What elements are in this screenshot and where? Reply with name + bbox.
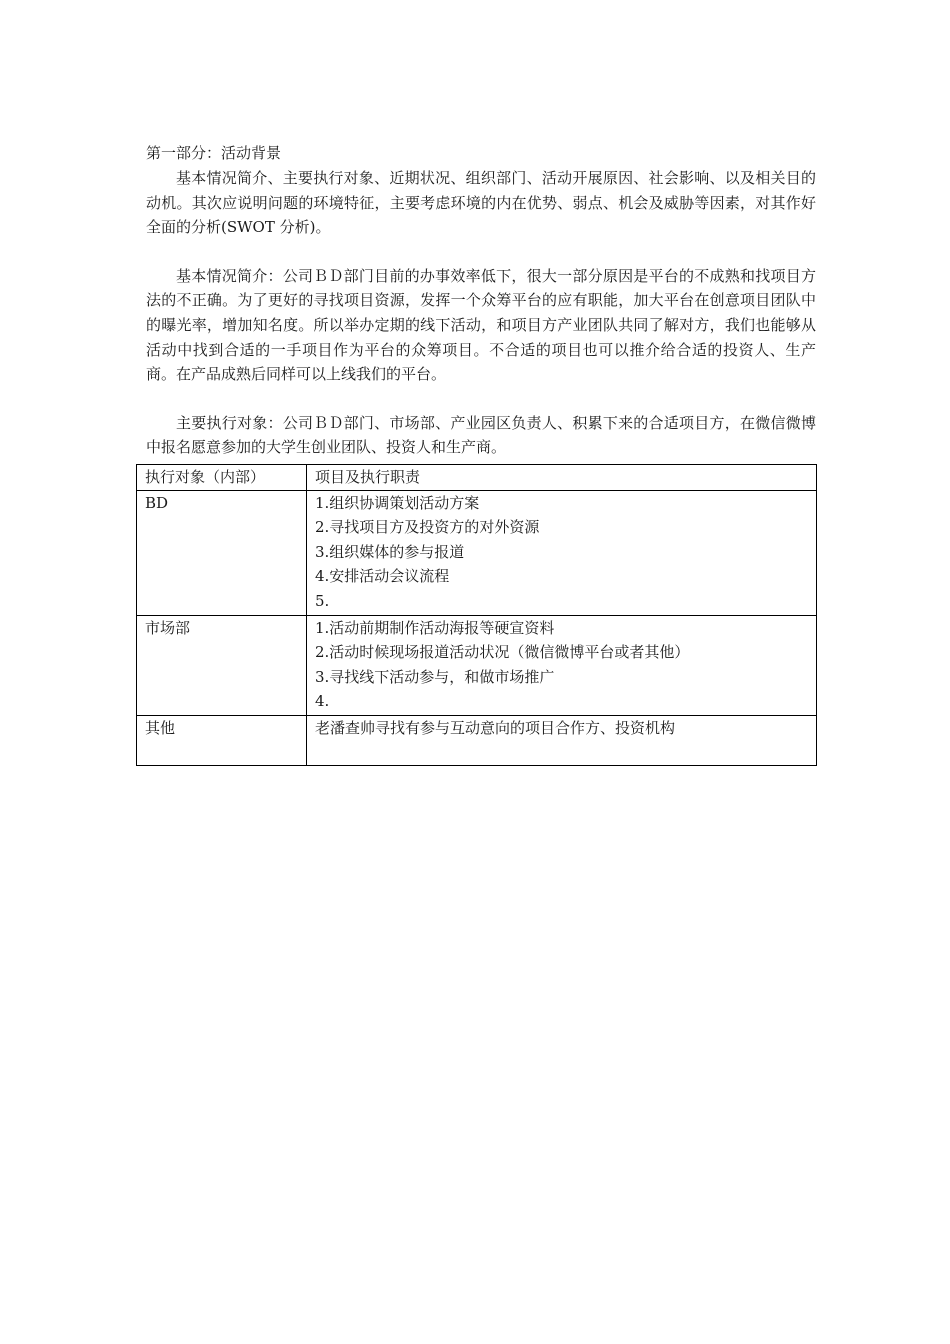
- table-cell-target: 其他: [137, 715, 307, 765]
- table-row: [137, 615, 817, 715]
- table-header-target: 执行对象（内部）: [137, 465, 307, 491]
- duty-item: 3.寻找线下活动参与，和做市场推广: [315, 667, 555, 686]
- intro-paragraph: 基本情况简介、主要执行对象、近期状况、组织部门、活动开展原因、社会影响、以及相关目的动机。其次应说明问题的环境特征，主要考虑环境的内在优势、弱点、机会及威胁等因素，对其作好全面的分析(SWOT 分析)。: [146, 169, 816, 237]
- responsibility-table: [136, 464, 817, 766]
- targets-paragraph: 主要执行对象：公司ＢＤ部门、市场部、产业园区负责人、积累下来的合适项目方，在微信微博中报名愿意参加的大学生创业团队、投资人和生产商。: [146, 413, 816, 457]
- duty-item: 4.安排活动会议流程: [315, 567, 450, 586]
- duty-item: 老潘查帅寻找有参与互动意向的项目合作方、投资机构: [315, 718, 676, 737]
- duty-item: 5.: [315, 591, 330, 610]
- paragraph-gap: [146, 240, 816, 264]
- table-header-row: [137, 465, 817, 491]
- document-body: [146, 141, 816, 460]
- table-cell-target: 市场部: [137, 615, 307, 715]
- table-cell-duties: [307, 615, 817, 715]
- paragraph-gap: [146, 387, 816, 411]
- table-row: [137, 490, 817, 615]
- duty-item: 2.活动时候现场报道活动状况（微信微博平台或者其他）: [315, 643, 690, 662]
- table-cell-target: BD: [137, 490, 307, 615]
- duty-item: 2.寻找项目方及投资方的对外资源: [315, 518, 540, 537]
- table-header-duties: 项目及执行职责: [307, 465, 817, 491]
- section-title: 第一部分：活动背景: [146, 144, 282, 162]
- duty-item: 1.组织协调策划活动方案: [315, 493, 480, 512]
- table-cell-duties: [307, 715, 817, 765]
- situation-paragraph: 基本情况简介：公司ＢＤ部门目前的办事效率低下，很大一部分原因是平台的不成熟和找项目方法的不正确。为了更好的寻找项目资源，发挥一个众筹平台的应有职能，加大平台在创意项目团队中的曝光率，增加知名度。所以举办定期的线下活动，和项目方产业团队共同了解对方，我们也能够从活动中找到合适的一手项目作为平台的众筹项目。不合适的项目也可以推介给合适的投资人、生产商。在产品成熟后同样可以上线我们的平台。: [146, 266, 816, 384]
- table-cell-duties: [307, 490, 817, 615]
- duty-item: 3.组织媒体的参与报道: [315, 542, 465, 561]
- duty-item: 4.: [315, 692, 330, 711]
- table-row: [137, 715, 817, 765]
- duty-item: 1.活动前期制作活动海报等硬宣资料: [315, 618, 555, 637]
